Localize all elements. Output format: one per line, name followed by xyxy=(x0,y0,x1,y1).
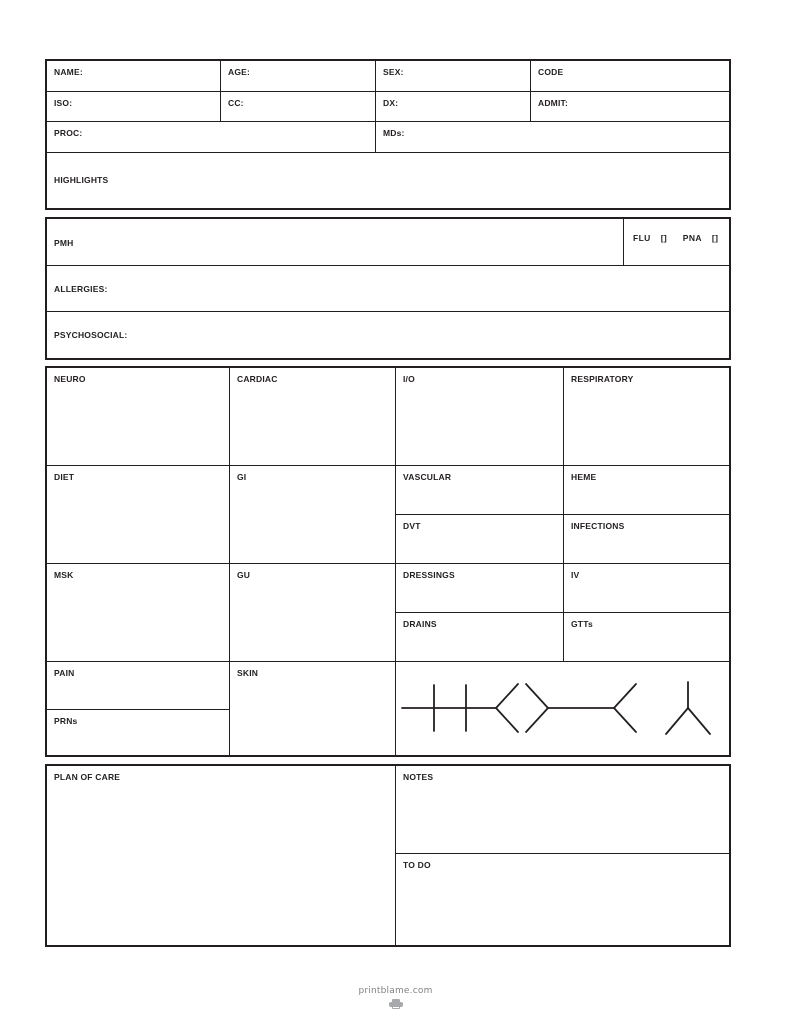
history-block xyxy=(45,217,731,360)
field-pmh[interactable] xyxy=(47,219,623,266)
field-gtts[interactable] xyxy=(564,613,729,662)
field-mds[interactable] xyxy=(375,122,729,153)
field-admit-label: ADMIT: xyxy=(538,98,568,108)
field-vascular[interactable] xyxy=(396,466,564,515)
field-prns[interactable] xyxy=(47,710,230,755)
field-cc[interactable] xyxy=(220,92,375,122)
field-age-label: AGE: xyxy=(228,67,251,77)
field-to-do[interactable] xyxy=(396,854,729,945)
field-neuro-label: NEURO xyxy=(54,374,86,384)
field-allergies[interactable] xyxy=(47,266,729,312)
field-infections-label: INFECTIONS xyxy=(571,521,625,531)
field-gu-label: GU xyxy=(237,570,251,580)
field-vaccines[interactable] xyxy=(623,219,729,266)
field-skin[interactable] xyxy=(230,662,396,755)
pna-checkbox[interactable]: [ ] xyxy=(711,233,717,243)
field-io[interactable] xyxy=(396,368,564,466)
field-dressings-label: DRESSINGS xyxy=(403,570,455,580)
field-gi-label: GI xyxy=(237,472,247,482)
vaccine-checkbox-line xyxy=(633,233,718,243)
field-gu[interactable] xyxy=(230,564,396,662)
field-highlights-label: HIGHLIGHTS xyxy=(54,175,109,185)
flu-label: FLU xyxy=(633,233,651,243)
field-gtts-label: GTTs xyxy=(571,619,593,629)
field-iv-label: IV xyxy=(571,570,580,580)
lab-fishbone-diagrams xyxy=(396,662,729,755)
field-plan-of-care[interactable] xyxy=(47,766,396,945)
field-skin-label: SKIN xyxy=(237,668,259,678)
field-plan-of-care-label: PLAN OF CARE xyxy=(54,772,121,782)
field-highlights[interactable] xyxy=(47,153,729,208)
field-admit[interactable] xyxy=(530,92,729,122)
field-dx-label: DX: xyxy=(383,98,399,108)
field-iso-label: ISO: xyxy=(54,98,73,108)
labs-fishbone-area[interactable] xyxy=(396,662,729,755)
field-pain-label: PAIN xyxy=(54,668,75,678)
field-iso[interactable] xyxy=(47,92,220,122)
field-proc-label: PROC: xyxy=(54,128,83,138)
field-code-label: CODE xyxy=(538,67,564,77)
field-proc[interactable] xyxy=(47,122,375,153)
field-vascular-label: VASCULAR xyxy=(403,472,452,482)
pna-label: PNA xyxy=(682,233,702,243)
field-drains[interactable] xyxy=(396,613,564,662)
field-msk[interactable] xyxy=(47,564,230,662)
field-neuro[interactable] xyxy=(47,368,230,466)
field-cc-label: CC: xyxy=(228,98,244,108)
field-dvt-label: DVT xyxy=(403,521,421,531)
watermark-site[interactable]: printblame.com xyxy=(358,986,433,996)
patient-header-block xyxy=(45,59,731,210)
field-notes[interactable] xyxy=(396,766,729,854)
field-cardiac-label: CARDIAC xyxy=(237,374,278,384)
field-name-label: NAME: xyxy=(54,67,83,77)
field-code[interactable] xyxy=(530,61,729,92)
field-age[interactable] xyxy=(220,61,375,92)
field-heme-label: HEME xyxy=(571,472,597,482)
field-to-do-label: TO DO xyxy=(403,860,431,870)
field-name[interactable] xyxy=(47,61,220,92)
field-dressings[interactable] xyxy=(396,564,564,613)
field-msk-label: MSK xyxy=(54,570,74,580)
field-pain[interactable] xyxy=(47,662,230,710)
flu-checkbox[interactable]: [ ] xyxy=(660,233,666,243)
field-psychosocial[interactable] xyxy=(47,312,729,358)
field-psychosocial-label: PSYCHOSOCIAL: xyxy=(54,330,128,340)
field-diet-label: DIET xyxy=(54,472,75,482)
field-diet[interactable] xyxy=(47,466,230,564)
field-sex[interactable] xyxy=(375,61,530,92)
field-pmh-label: PMH xyxy=(54,238,74,248)
field-respiratory[interactable] xyxy=(564,368,729,466)
printer-icon xyxy=(389,999,403,1010)
field-notes-label: NOTES xyxy=(403,772,434,782)
field-sex-label: SEX: xyxy=(383,67,404,77)
field-infections[interactable] xyxy=(564,515,729,564)
field-dx[interactable] xyxy=(375,92,530,122)
field-heme[interactable] xyxy=(564,466,729,515)
field-respiratory-label: RESPIRATORY xyxy=(571,374,634,384)
field-drains-label: DRAINS xyxy=(403,619,437,629)
field-prns-label: PRNs xyxy=(54,716,78,726)
field-dvt[interactable] xyxy=(396,515,564,564)
assessment-grid-block xyxy=(45,366,731,757)
field-gi[interactable] xyxy=(230,466,396,564)
page-footer xyxy=(0,986,791,1015)
field-allergies-label: ALLERGIES: xyxy=(54,284,108,294)
field-mds-label: MDs: xyxy=(383,128,405,138)
plan-notes-block xyxy=(45,764,731,947)
field-iv[interactable] xyxy=(564,564,729,613)
field-cardiac[interactable] xyxy=(230,368,396,466)
field-io-label: I/O xyxy=(403,374,415,384)
